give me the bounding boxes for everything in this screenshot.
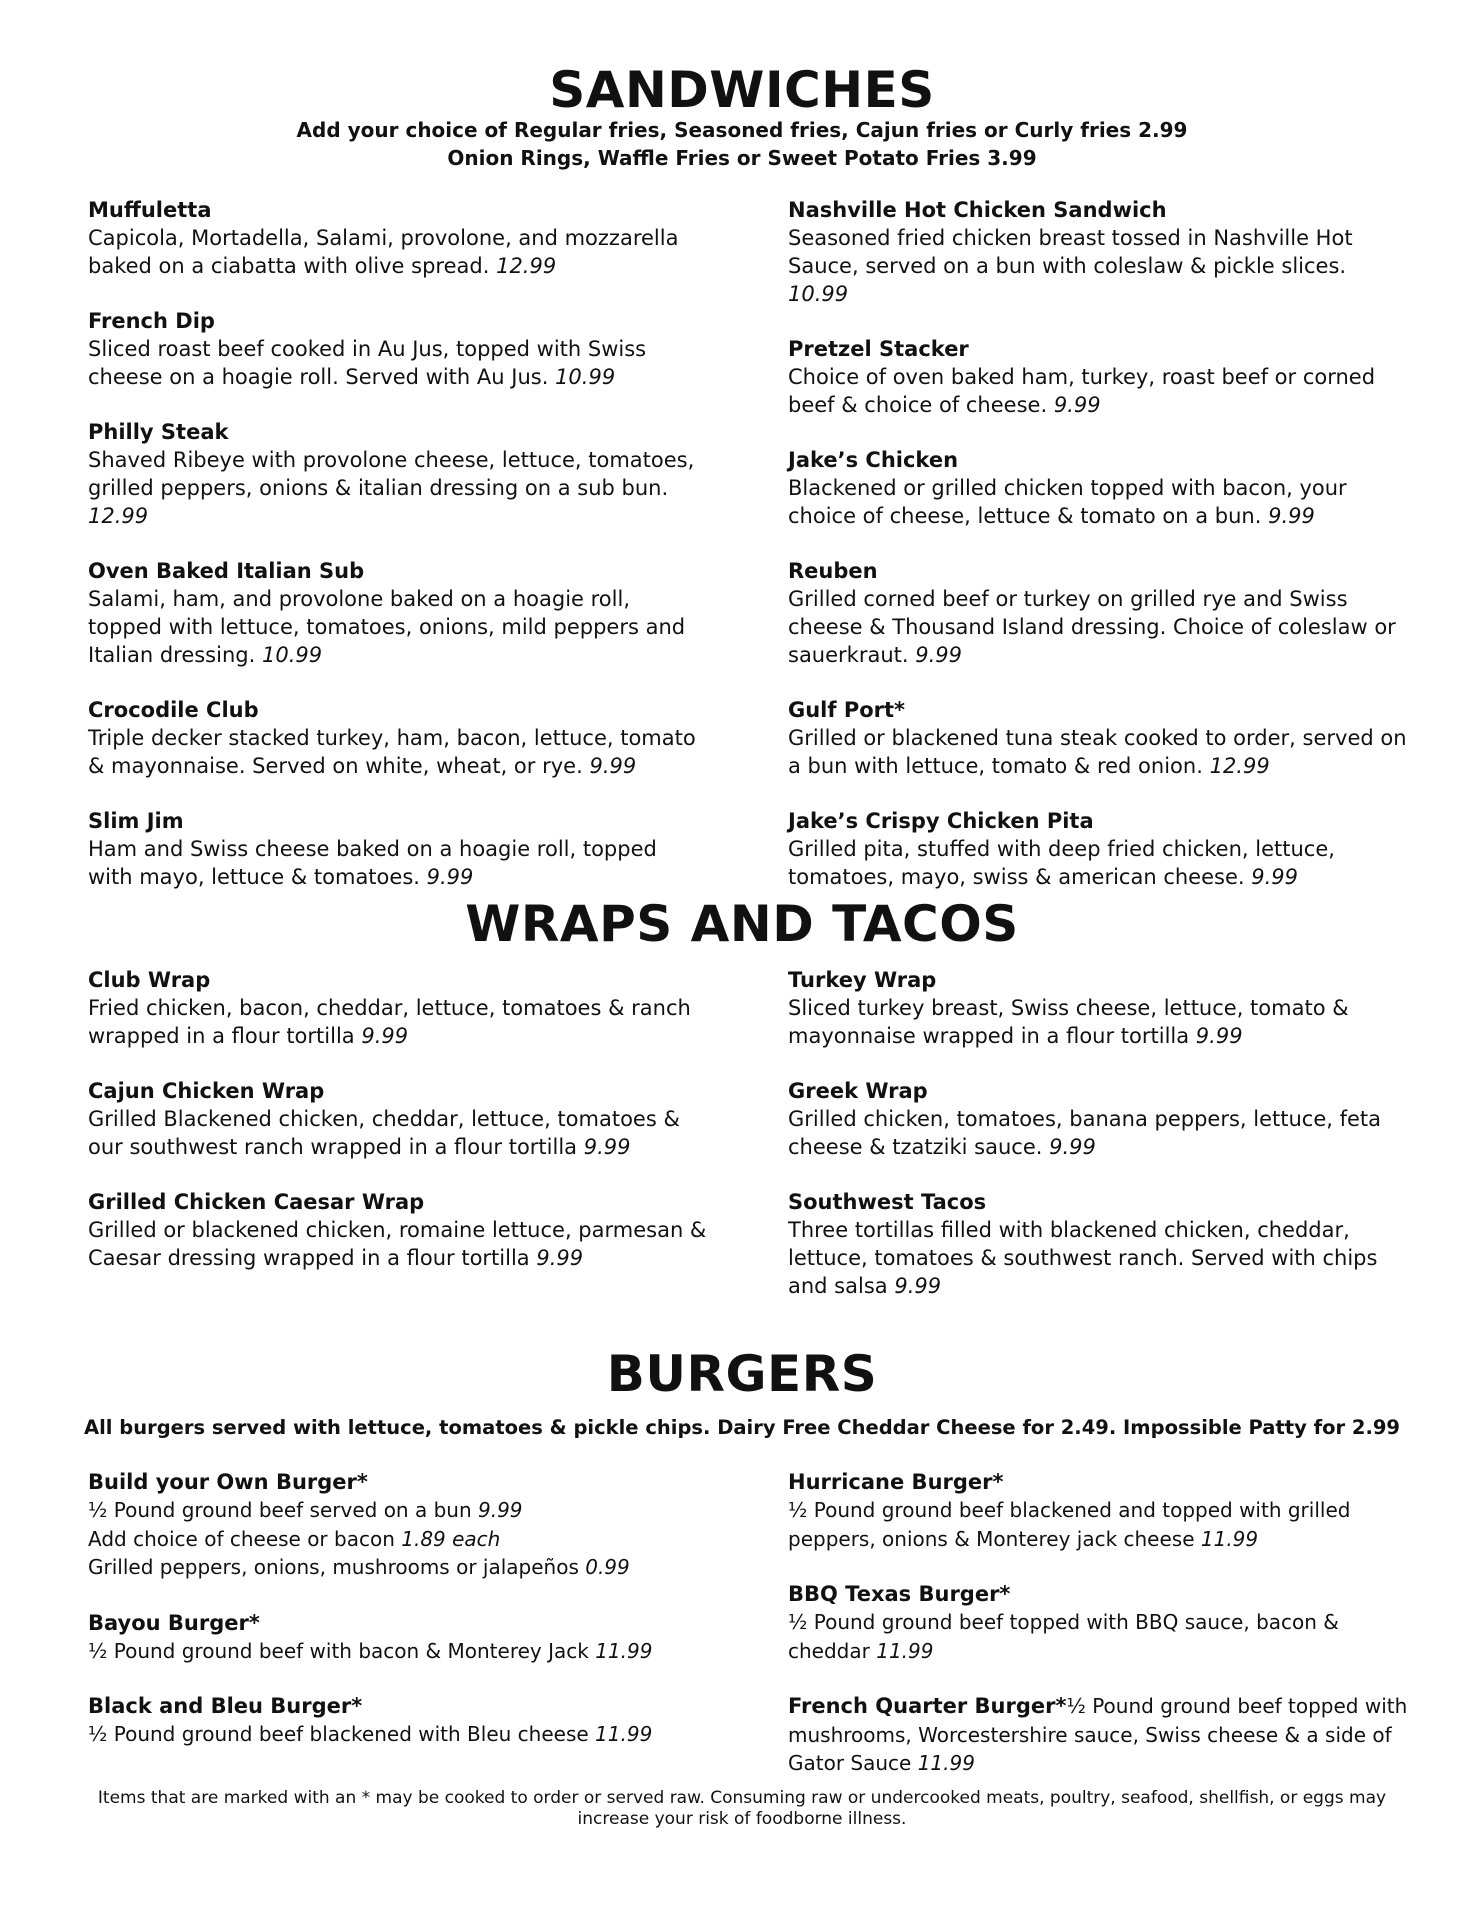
menu-item	[88, 1692, 708, 1749]
menu-item	[88, 807, 708, 891]
item-price: 9.99	[915, 643, 963, 667]
menu-item	[88, 1077, 708, 1161]
menu-item	[788, 696, 1408, 780]
item-price: 9.99	[1053, 393, 1101, 417]
sandwiches-sides-line-1: Add your choice of Regular fries, Seasoned fries, Cajun fries or Curly fries 2.99	[296, 118, 1188, 142]
item-description: Grilled Blackened chicken, cheddar, lettuce, tomatoes & our southwest ranch wrapped in a flour tortilla 9.99	[88, 1107, 680, 1159]
item-name: Southwest Tacos	[788, 1190, 987, 1214]
sandwiches-title: SANDWICHES	[549, 61, 935, 119]
item-price: 1.89 each	[401, 1526, 501, 1551]
menu-item	[788, 1580, 1408, 1665]
item-price: 12.99	[496, 254, 557, 278]
menu-item	[88, 418, 708, 530]
menu-item	[88, 696, 708, 780]
item-description: Grilled chicken, tomatoes, banana peppers, lettuce, feta cheese & tzatziki sauce. 9.99	[788, 1107, 1382, 1159]
sandwiches-left-column	[88, 196, 708, 918]
burgers-left-column	[88, 1468, 708, 1776]
wraps-title: WRAPS AND TACOS	[465, 895, 1019, 953]
item-price: 12.99	[88, 504, 149, 528]
menu-item	[88, 1609, 708, 1666]
item-price: 9.99	[1251, 865, 1299, 889]
item-name: Jake’s Chicken	[788, 448, 959, 472]
item-description: Shaved Ribeye with provolone cheese, lettuce, tomatoes, grilled peppers, onions & italian dressing on a sub bun. 12.99	[88, 448, 695, 528]
menu-item	[788, 1468, 1408, 1553]
menu-item	[788, 335, 1408, 419]
item-price: 9.99	[1049, 1135, 1096, 1159]
item-name: Build your Own Burger*	[88, 1470, 368, 1494]
item-price: 9.99	[589, 754, 637, 778]
item-price: 10.99	[261, 643, 323, 667]
item-description: ½ Pound ground beef blackened with Bleu cheese 11.99	[88, 1722, 653, 1746]
menu-item	[788, 807, 1408, 891]
wraps-right-column	[788, 966, 1408, 1327]
item-name: Jake’s Crispy Chicken Pita	[788, 809, 1094, 833]
item-description: Capicola, Mortadella, Salami, provolone, and mozzarella baked on a ciabatta with olive spread. 12.99	[88, 226, 679, 278]
item-name: Black and Bleu Burger*	[88, 1694, 363, 1718]
item-price: 9.99	[426, 865, 474, 889]
menu-item	[788, 446, 1408, 530]
item-description: Blackened or grilled chicken topped with bacon, your choice of cheese, lettuce & tomato on a bun. 9.99	[788, 476, 1347, 528]
burgers-subtitle: All burgers served with lettuce, tomatoes & pickle chips. Dairy Free Cheddar Cheese for 2.49. Impossible Patty for 2.99	[83, 1416, 1400, 1439]
item-name: Crocodile Club	[88, 698, 259, 722]
item-name: Gulf Port*	[788, 698, 906, 722]
item-description: ½ Pound ground beef topped with BBQ sauce, bacon & cheddar 11.99	[788, 1610, 1339, 1663]
item-description: Seasoned fried chicken breast tossed in Nashville Hot Sauce, served on a bun with coleslaw & pickle slices. 10.99	[788, 226, 1353, 306]
item-name: Oven Baked Italian Sub	[88, 559, 365, 583]
item-description: Three tortillas filled with blackened chicken, cheddar, lettuce, tomatoes & southwest ranch. Served with chips and salsa 9.99	[788, 1218, 1378, 1298]
menu-item	[88, 196, 708, 280]
item-price: 11.99	[876, 1638, 934, 1663]
item-name: Club Wrap	[88, 968, 211, 992]
item-price: 11.99	[595, 1638, 653, 1663]
menu-item	[788, 1188, 1408, 1300]
menu-item	[788, 1692, 1408, 1778]
item-price: 11.99	[595, 1722, 653, 1746]
item-description: Sliced turkey breast, Swiss cheese, lettuce, tomato & mayonnaise wrapped in a flour tortilla 9.99	[788, 996, 1349, 1048]
item-description: Grilled pita, stuffed with deep fried chicken, lettuce, tomatoes, mayo, swiss & american cheese. 9.99	[788, 837, 1335, 889]
item-price: 0.99	[585, 1555, 630, 1579]
item-price: 9.99	[536, 1246, 584, 1270]
item-name: Nashville Hot Chicken Sandwich	[788, 198, 1167, 222]
item-description: Choice of oven baked ham, turkey, roast beef or corned beef & choice of cheese. 9.99	[788, 365, 1376, 417]
item-price: 11.99	[917, 1751, 975, 1775]
item-name: French Dip	[88, 309, 215, 333]
sandwiches-right-column	[788, 196, 1408, 918]
item-description: ½ Pound ground beef blackened and topped with grilled peppers, onions & Monterey jack cheese 11.99	[788, 1498, 1351, 1551]
item-name: French Quarter Burger*	[788, 1694, 1067, 1718]
menu-item	[88, 1468, 708, 1582]
item-name: Turkey Wrap	[788, 968, 937, 992]
item-description: French Quarter Burger*½ Pound ground beef topped with mushrooms, Worcestershire sauce, Swiss cheese & a side of Gator Sauce 11.99	[788, 1694, 1408, 1775]
item-price: 10.99	[788, 282, 849, 306]
item-name: Greek Wrap	[788, 1079, 928, 1103]
item-description: Ham and Swiss cheese baked on a hoagie roll, topped with mayo, lettuce & tomatoes. 9.99	[88, 837, 657, 889]
menu-item	[788, 1077, 1408, 1161]
item-price: 12.99	[1209, 754, 1270, 778]
item-description: ½ Pound ground beef served on a bun 9.99 Add choice of cheese or bacon 1.89 each Grilled peppers, onions, mushrooms or jalapeños 0.99	[88, 1498, 630, 1579]
item-description: Fried chicken, bacon, cheddar, lettuce, tomatoes & ranch wrapped in a flour tortilla 9.99	[88, 996, 691, 1048]
item-description: Grilled or blackened chicken, romaine lettuce, parmesan & Caesar dressing wrapped in a flour tortilla 9.99	[88, 1218, 707, 1270]
item-description: Salami, ham, and provolone baked on a hoagie roll, topped with lettuce, tomatoes, onions, mild peppers and Italian dressing. 10.99	[88, 587, 686, 667]
item-name: Reuben	[788, 559, 878, 583]
item-price: 9.99	[477, 1498, 523, 1522]
item-name: Philly Steak	[88, 420, 229, 444]
menu-item	[88, 557, 708, 669]
menu-item	[88, 966, 708, 1050]
wraps-left-column	[88, 966, 708, 1299]
item-description: Grilled corned beef or turkey on grilled rye and Swiss cheese & Thousand Island dressing. Choice of coleslaw or sauerkraut. 9.99	[788, 587, 1396, 667]
menu-item	[788, 196, 1408, 308]
item-description: Grilled or blackened tuna steak cooked to order, served on a bun with lettuce, tomato & red onion. 12.99	[788, 726, 1407, 778]
item-description: Sliced roast beef cooked in Au Jus, topped with Swiss cheese on a hoagie roll. Served with Au Jus. 10.99	[88, 337, 647, 389]
item-name: Slim Jim	[88, 809, 184, 833]
item-name: Hurricane Burger*	[788, 1470, 1004, 1494]
item-description: Triple decker stacked turkey, ham, bacon, lettuce, tomato & mayonnaise. Served on white, wheat, or rye. 9.99	[88, 726, 696, 778]
menu-item	[88, 307, 708, 391]
item-name: Grilled Chicken Caesar Wrap	[88, 1190, 425, 1214]
menu-item	[788, 557, 1408, 669]
item-name: BBQ Texas Burger*	[788, 1582, 1011, 1606]
item-price: 9.99	[361, 1024, 409, 1048]
item-price: 9.99	[894, 1274, 942, 1298]
food-safety-disclaimer: Items that are marked with an * may be cooked to order or served raw. Consuming raw or undercooked meats, poultry, seafood, shellfish, or eggs may increase your risk of foodborne illness.	[97, 1788, 1387, 1829]
item-name: Bayou Burger*	[88, 1610, 260, 1635]
menu-item	[88, 1188, 708, 1272]
sandwiches-sides-line-2: Onion Rings, Waffle Fries or Sweet Potato Fries 3.99	[447, 146, 1037, 170]
item-price: 11.99	[1200, 1526, 1259, 1551]
item-price: 9.99	[583, 1135, 631, 1159]
burgers-title: BURGERS	[606, 1345, 878, 1403]
item-name: Pretzel Stacker	[788, 337, 969, 361]
item-name: Muffuletta	[88, 198, 212, 222]
item-description: ½ Pound ground beef with bacon & Monterey Jack 11.99	[88, 1638, 653, 1663]
item-name: Cajun Chicken Wrap	[88, 1079, 325, 1103]
burgers-right-column	[788, 1468, 1408, 1805]
menu-item	[788, 966, 1408, 1050]
item-price: 10.99	[555, 365, 616, 389]
item-price: 9.99	[1195, 1024, 1243, 1048]
item-price: 9.99	[1268, 504, 1315, 528]
